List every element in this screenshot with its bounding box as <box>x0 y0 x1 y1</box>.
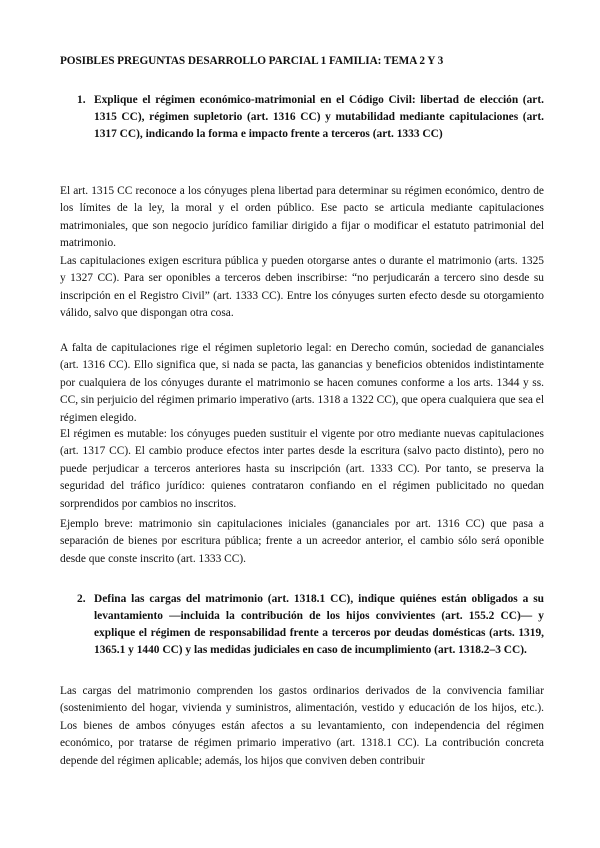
question-number: 2. <box>77 593 86 605</box>
question-2-heading <box>60 591 544 659</box>
question-text: Defina las cargas del matrimonio (art. 1318.1 CC), indique quiénes están obligados a su levantamiento —incluida la contribución de los hijos convivientes (art. 155.2 CC)— y explique el régimen de responsabilidad frente a terceros por deudas domésticas (arts. 1319, 1365.1 y 1440 CC) y las medidas judiciales en caso de incumplimiento (art. 1318.2–3 CC). <box>94 593 544 656</box>
document-title: POSIBLES PREGUNTAS DESARROLLO PARCIAL 1 FAMILIA: TEMA 2 Y 3 <box>60 55 444 67</box>
question-1-heading <box>60 92 544 143</box>
answer-paragraph: Las capitulaciones exigen escritura pública y pueden otorgarse antes o durante el matrimonio (arts. 1325 y 1327 CC). Para ser oponibles a terceros deben inscribirse: “no perjudicarán a tercero sino desde su inscripción en el Registro Civil” (art. 1333 CC). Entre los cónyuges surten efecto desde su otorgamiento válido, salvo que dispongan otra cosa. <box>60 255 544 320</box>
answer-paragraph: A falta de capitulaciones rige el régimen supletorio legal: en Derecho común, sociedad de gananciales (art. 1316 CC). Ello significa que, si nada se pacta, las ganancias y beneficios obtenidos indistintamente por cualquiera de los cónyuges durante el matrimonio se hacen comunes conforme a los arts. 1344 y ss. CC, sin perjuicio del régimen primario imperativo (arts. 1318 a 1322 CC), que opera cualquiera que sea el régimen elegido. <box>60 342 544 424</box>
question-text: Explique el régimen económico-matrimonial en el Código Civil: libertad de elección (art. 1315 CC), régimen supletorio (art. 1316 CC) y mutabilidad mediante capitulaciones (art. 1317 CC), indicando la forma e impacto frente a terceros (art. 1333 CC) <box>94 94 544 140</box>
answer-paragraph: El art. 1315 CC reconoce a los cónyuges plena libertad para determinar su régimen económico, dentro de los límites de la ley, la moral y el orden público. Ese pacto se articula mediante capitulaciones matrimoniales, que son negocio jurídico familiar dirigido a fijar o modificar el estatuto patrimonial del matrimonio. <box>60 185 544 250</box>
question-number: 1. <box>77 94 86 106</box>
answer-paragraph: El régimen es mutable: los cónyuges pueden sustituir el vigente por otro mediante nuevas capitulaciones (art. 1317 CC). El cambio produce efectos inter partes desde la escritura (salvo pacto distinto), pero no puede perjudicar a terceros anteriores hasta su inscripción (art. 1333 CC). Por tanto, se preserva la seguridad del tráfico jurídico: quienes contrataron confiando en el régimen publicitado no quedan sorprendidos por cambios no inscritos. <box>60 428 544 510</box>
answer-paragraph: Ejemplo breve: matrimonio sin capitulaciones iniciales (gananciales por art. 1316 CC) que pasa a separación de bienes por escritura pública; frente a un acreedor anterior, el cambio sólo será oponible desde que conste inscrito (art. 1333 CC). <box>60 518 544 565</box>
answer-paragraph: Las cargas del matrimonio comprenden los gastos ordinarios derivados de la convivencia familiar (sostenimiento del hogar, vivienda y suministros, alimentación, vestido y educación de los hijos, etc.). Los bienes de ambos cónyuges están afectos a su levantamiento, con independencia del régimen económico, por tratarse de régimen primario imperativo (art. 1318.1 CC). La contribución concreta depende del régimen aplicable; además, los hijos que conviven deben contribuir <box>60 685 544 767</box>
